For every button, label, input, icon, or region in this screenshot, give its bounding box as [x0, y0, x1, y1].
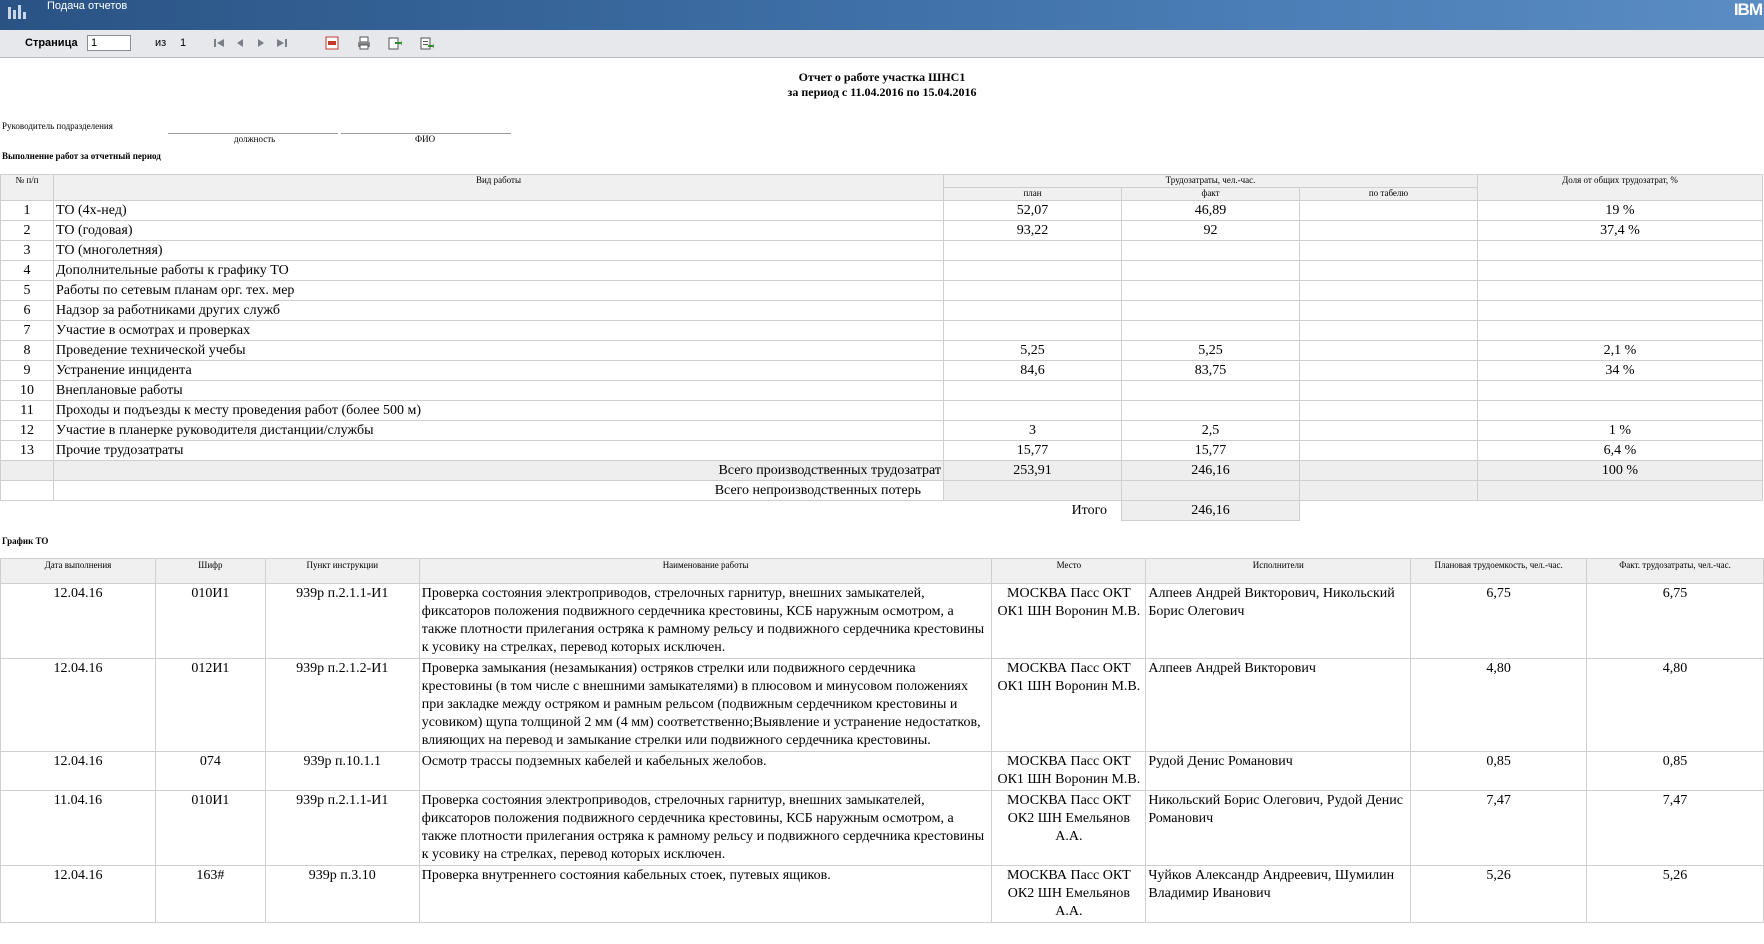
- tabel-value: [1300, 401, 1478, 421]
- work-type: Проходы и подъезды к месту проведения работ (более 500 м): [54, 401, 944, 421]
- share-value: [1478, 381, 1763, 401]
- empty-cell: [1, 461, 54, 481]
- fact-value: 46,89: [1122, 201, 1300, 221]
- table-row: [1, 201, 1763, 221]
- total-production-label: Всего производственных трудозатрат: [54, 461, 944, 481]
- plan-value: 93,22: [944, 221, 1122, 241]
- empty-cell: [1300, 501, 1478, 521]
- section-title-to: График ТО: [2, 536, 49, 546]
- tabel-value: [1300, 321, 1478, 341]
- date-cell: 12.04.16: [1, 866, 156, 923]
- fact-value: 83,75: [1122, 361, 1300, 381]
- date-cell: 12.04.16: [1, 584, 156, 659]
- empty-cell: [1478, 481, 1763, 501]
- row-number: 9: [1, 361, 54, 381]
- col-type: Вид работы: [54, 175, 944, 201]
- plan-value: 15,77: [944, 441, 1122, 461]
- total-production-row: [1, 461, 1763, 481]
- fact-value: 15,77: [1122, 441, 1300, 461]
- fact-value: 92: [1122, 221, 1300, 241]
- instr-cell: 939р п.10.1.1: [265, 752, 419, 791]
- itogo-label: Итого: [1071, 502, 1107, 518]
- page-number-input[interactable]: [87, 35, 131, 51]
- share-value: 34 %: [1478, 361, 1763, 381]
- place-cell: МОСКВА Пасс ОКТ ОК2 ШН Емельянов А.А.: [992, 791, 1146, 866]
- share-value: 37,4 %: [1478, 221, 1763, 241]
- date-cell: 11.04.16: [1, 791, 156, 866]
- empty-cell: [1, 501, 54, 521]
- work-name-cell: Проверка состояния электроприводов, стрелочных гарнитур, внешних замыкателей, фиксаторов положения подвижного сердечника крестовины, КСБ наружным осмотром, а также плотности прилегания остряка к рамному рельсу и подвижного сердечника крестовины к усовику на стрелках, перевод которых исключен.: [419, 791, 992, 866]
- tabel-value: [1300, 421, 1478, 441]
- fact-value: 5,25: [1122, 341, 1300, 361]
- executors-cell: Рудой Денис Романович: [1146, 752, 1411, 791]
- tabel-value: [1300, 381, 1478, 401]
- plan-labor-cell: 7,47: [1411, 791, 1587, 866]
- total-pages: 1: [180, 37, 187, 49]
- executors-cell: Чуйков Александр Андреевич, Шумилин Владимир Иванович: [1146, 866, 1411, 923]
- date-cell: 12.04.16: [1, 752, 156, 791]
- plan-value: [944, 241, 1122, 261]
- instr-cell: 939р п.2.1.2-И1: [265, 659, 419, 752]
- row-number: 8: [1, 341, 54, 361]
- share-value: 19 %: [1478, 201, 1763, 221]
- row-number: 11: [1, 401, 54, 421]
- prev-page-icon[interactable]: [233, 36, 247, 50]
- fio-caption: ФИО: [415, 134, 436, 144]
- work-type: Устранение инцидента: [54, 361, 944, 381]
- work-name-cell: Осмотр трассы подземных кабелей и кабельных желобов.: [419, 752, 992, 791]
- work-type: Участие в осмотрах и проверках: [54, 321, 944, 341]
- code-cell: 074: [155, 752, 265, 791]
- empty-cell: [1478, 501, 1763, 521]
- table-row: [1, 381, 1763, 401]
- place-cell: МОСКВА Пасс ОКТ ОК1 ШН Воронин М.В.: [992, 752, 1146, 791]
- fact-labor-cell: 6,75: [1587, 584, 1764, 659]
- table-row: [1, 281, 1763, 301]
- share-value: 2,1 %: [1478, 341, 1763, 361]
- row-number: 1: [1, 201, 54, 221]
- fact-value: [1122, 261, 1300, 281]
- next-page-icon[interactable]: [254, 36, 268, 50]
- table-row: [1, 241, 1763, 261]
- share-value: [1478, 321, 1763, 341]
- work-type: Прочие трудозатраты: [54, 441, 944, 461]
- table-row: [1, 421, 1763, 441]
- col-plan: план: [944, 188, 1122, 201]
- head-label: Руководитель подразделения: [2, 121, 113, 131]
- table-row: [1, 341, 1763, 361]
- work-name-cell: Проверка замыкания (незамыкания) остряков стрелки или подвижного сердечника крестовины (в том числе с внешними замыкателями) в плюсовом и минусовом положениях при закладке между остряком и рамным рельсом (подвижным сердечником крестовины и усовиком) щупа толщиной 2 мм (4 мм) соответственно;Выявление и устранение недостатков, влияющих на перевод и замыкание стрелки или подвижного сердечника крестовины.: [419, 659, 992, 752]
- plan-labor-cell: 6,75: [1411, 584, 1587, 659]
- position-caption: должность: [234, 134, 276, 144]
- col-labor: Трудозатраты, чел.-час.: [944, 175, 1478, 188]
- fact-labor-cell: 7,47: [1587, 791, 1764, 866]
- fact-value: 2,5: [1122, 421, 1300, 441]
- col-date: Дата выполнения: [1, 559, 156, 584]
- plan-value: [944, 401, 1122, 421]
- tabel-value: [1300, 281, 1478, 301]
- table-row: [1, 752, 1764, 791]
- place-cell: МОСКВА Пасс ОКТ ОК1 ШН Воронин М.В.: [992, 584, 1146, 659]
- plan-value: 3: [944, 421, 1122, 441]
- col-plan-labor: Плановая трудоемкость, чел.-час.: [1411, 559, 1587, 584]
- tabel-value: [1300, 441, 1478, 461]
- work-type: Внеплановые работы: [54, 381, 944, 401]
- share-value: 1 %: [1478, 421, 1763, 441]
- col-place: Место: [992, 559, 1146, 584]
- executors-cell: Алпеев Андрей Викторович, Никольский Борис Олегович: [1146, 584, 1411, 659]
- itogo-fact: 246,16: [1122, 501, 1300, 521]
- plan-value: 84,6: [944, 361, 1122, 381]
- of-label: из: [155, 37, 167, 49]
- col-instr: Пункт инструкции: [265, 559, 419, 584]
- to-schedule-table: [0, 558, 1764, 923]
- instr-cell: 939р п.2.1.1-И1: [265, 584, 419, 659]
- date-cell: 12.04.16: [1, 659, 156, 752]
- report-period: за период с 11.04.2016 по 15.04.2016: [787, 85, 977, 99]
- tabel-value: [1300, 201, 1478, 221]
- code-cell: 010И1: [155, 791, 265, 866]
- executors-cell: Алпеев Андрей Викторович: [1146, 659, 1411, 752]
- itogo-row: [1, 501, 1763, 521]
- fact-value: [1122, 321, 1300, 341]
- fact-value: [1122, 381, 1300, 401]
- report-title: Отчет о работе участка ШНС1: [798, 70, 966, 84]
- plan-value: 52,07: [944, 201, 1122, 221]
- table-row: [1, 584, 1764, 659]
- empty-cell: [1122, 481, 1300, 501]
- share-value: [1478, 241, 1763, 261]
- col-tabel: по табелю: [1300, 188, 1478, 201]
- row-number: 4: [1, 261, 54, 281]
- table-row: [1, 261, 1763, 281]
- export-data-icon[interactable]: [420, 36, 434, 50]
- col-code: Шифр: [155, 559, 265, 584]
- tabel-value: [1300, 241, 1478, 261]
- app-header: [0, 0, 1764, 30]
- tabel-value: [1300, 361, 1478, 381]
- code-cell: 163#: [155, 866, 265, 923]
- work-table: [0, 174, 1763, 521]
- fact-value: [1122, 241, 1300, 261]
- fact-labor-cell: 5,26: [1587, 866, 1764, 923]
- work-name-cell: Проверка внутреннего состояния кабельных стоек, путевых ящиков.: [419, 866, 992, 923]
- plan-value: [944, 301, 1122, 321]
- col-fact: факт: [1122, 188, 1300, 201]
- work-type: Работы по сетевым планам орг. тех. мер: [54, 281, 944, 301]
- total-fact: 246,16: [1122, 461, 1300, 481]
- share-value: [1478, 301, 1763, 321]
- empty-cell: [54, 501, 944, 521]
- plan-value: 5,25: [944, 341, 1122, 361]
- table-row: [1, 221, 1763, 241]
- table-row: [1, 866, 1764, 923]
- empty-cell: [1300, 461, 1478, 481]
- work-type: Дополнительные работы к графику ТО: [54, 261, 944, 281]
- print-icon[interactable]: [357, 36, 371, 50]
- tabel-value: [1300, 301, 1478, 321]
- fact-labor-cell: 4,80: [1587, 659, 1764, 752]
- total-nonproduction-row: [1, 481, 1763, 501]
- work-type: Участие в планерке руководителя дистанции/службы: [54, 421, 944, 441]
- total-plan: 253,91: [944, 461, 1122, 481]
- plan-value: [944, 281, 1122, 301]
- share-value: 6,4 %: [1478, 441, 1763, 461]
- work-type: Проведение технической учебы: [54, 341, 944, 361]
- row-number: 12: [1, 421, 54, 441]
- share-value: [1478, 281, 1763, 301]
- row-number: 7: [1, 321, 54, 341]
- plan-value: [944, 381, 1122, 401]
- col-exec: Исполнители: [1146, 559, 1411, 584]
- table-row: [1, 301, 1763, 321]
- share-value: [1478, 401, 1763, 421]
- work-name-cell: Проверка состояния электроприводов, стрелочных гарнитур, внешних замыкателей, фиксаторов положения подвижного сердечника крестовины, КСБ наружным осмотром, а также плотности прилегания остряка к рамному рельсу и подвижного сердечника крестовины к усовику на стрелках, перевод которых исключен.: [419, 584, 992, 659]
- plan-labor-cell: 4,80: [1411, 659, 1587, 752]
- first-page-icon[interactable]: [212, 36, 226, 50]
- work-type: ТО (многолетняя): [54, 241, 944, 261]
- col-name: Наименование работы: [419, 559, 992, 584]
- row-number: 13: [1, 441, 54, 461]
- tabel-value: [1300, 221, 1478, 241]
- fact-value: [1122, 301, 1300, 321]
- total-nonproduction-label: Всего непроизводственных потерь: [54, 481, 944, 501]
- share-value: [1478, 261, 1763, 281]
- brand-logo: IBM: [1733, 0, 1762, 19]
- tabel-value: [1300, 261, 1478, 281]
- plan-value: [944, 261, 1122, 281]
- table-row: [1, 791, 1764, 866]
- instr-cell: 939р п.3.10: [265, 866, 419, 923]
- row-number: 10: [1, 381, 54, 401]
- tabel-value: [1300, 341, 1478, 361]
- table-row: [1, 659, 1764, 752]
- plan-labor-cell: 0,85: [1411, 752, 1587, 791]
- plan-value: [944, 321, 1122, 341]
- work-type: ТО (годовая): [54, 221, 944, 241]
- col-num: № п/п: [1, 175, 54, 201]
- work-type: Надзор за работниками других служб: [54, 301, 944, 321]
- report-app-icon: [8, 5, 26, 19]
- table-row: [1, 361, 1763, 381]
- executors-cell: Никольский Борис Олегович, Рудой Денис Романович: [1146, 791, 1411, 866]
- col-share: Доля от общих трудозатрат, %: [1478, 175, 1763, 201]
- empty-cell: [1300, 481, 1478, 501]
- code-cell: 012И1: [155, 659, 265, 752]
- report-toolbar: [0, 30, 1764, 58]
- row-number: 3: [1, 241, 54, 261]
- table-row: [1, 441, 1763, 461]
- total-share: 100 %: [1478, 461, 1763, 481]
- place-cell: МОСКВА Пасс ОКТ ОК2 ШН Емельянов А.А.: [992, 866, 1146, 923]
- fact-labor-cell: 0,85: [1587, 752, 1764, 791]
- row-number: 6: [1, 301, 54, 321]
- app-title: Подача отчетов: [47, 0, 128, 12]
- row-number: 2: [1, 221, 54, 241]
- instr-cell: 939р п.2.1.1-И1: [265, 791, 419, 866]
- table-row: [1, 401, 1763, 421]
- empty-cell: [944, 481, 1122, 501]
- empty-cell: [1, 481, 54, 501]
- page-label: Страница: [25, 37, 78, 49]
- last-page-icon[interactable]: [275, 36, 289, 50]
- toc-icon[interactable]: [325, 36, 339, 50]
- fact-value: [1122, 401, 1300, 421]
- row-number: 5: [1, 281, 54, 301]
- col-fact-labor: Факт. трудозатраты, чел.-час.: [1587, 559, 1764, 584]
- work-type: ТО (4х-нед): [54, 201, 944, 221]
- plan-labor-cell: 5,26: [1411, 866, 1587, 923]
- export-icon[interactable]: [388, 36, 402, 50]
- fact-value: [1122, 281, 1300, 301]
- table-row: [1, 321, 1763, 341]
- section-title-work: Выполнение работ за отчетный период: [2, 151, 161, 161]
- code-cell: 010И1: [155, 584, 265, 659]
- place-cell: МОСКВА Пасс ОКТ ОК1 ШН Воронин М.В.: [992, 659, 1146, 752]
